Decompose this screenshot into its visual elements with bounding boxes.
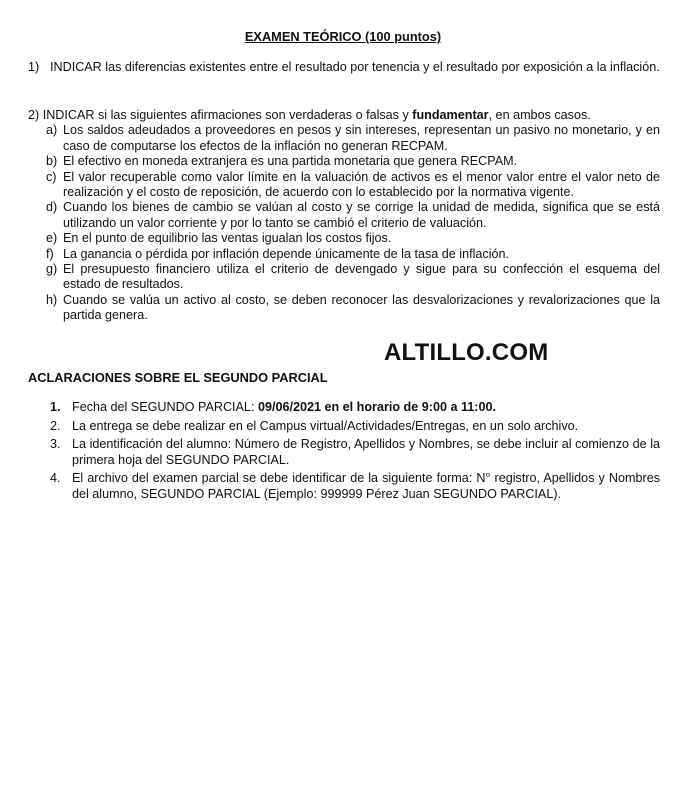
notes-list: [28, 400, 660, 505]
statement-text: La ganancia o pérdida por inflación depende únicamente de la tasa de inflación.: [63, 246, 510, 261]
note-item-date: [28, 400, 660, 416]
question-2-intro: [28, 108, 660, 123]
note-text: Fecha del SEGUNDO PARCIAL:: [72, 400, 258, 414]
note-item-filename: [28, 471, 660, 502]
statement-item: [28, 170, 660, 201]
statement-text: Cuando los bienes de cambio se valúan al costo y se corrige la unidad de medida, significa que se está utilizando un valor corriente y por lo tanto se cambió el criterio de valuación.: [63, 200, 660, 230]
statement-label: b): [46, 154, 58, 169]
question-2: [28, 108, 660, 324]
notes-heading: ACLARACIONES SOBRE EL SEGUNDO PARCIAL: [28, 370, 328, 385]
note-number: 3.: [50, 437, 61, 451]
note-number: 2.: [50, 418, 61, 433]
statement-item: [28, 293, 660, 324]
exam-title: EXAMEN TEÓRICO (100 puntos): [244, 29, 442, 44]
statement-text: El efectivo en moneda extranjera es una partida monetaria que genera RECPAM.: [63, 154, 518, 169]
note-text: La identificación del alumno: Número de Registro, Apellidos y Nombres, se debe incluir al comienzo de la primera hoja del SEGUNDO PARCIAL.: [72, 437, 660, 467]
question-2-intro-emphasis: fundamentar: [412, 108, 489, 122]
question-2-intro-start: 2) INDICAR si las siguientes afirmaciones son verdaderas o falsas y: [28, 108, 413, 122]
statement-label: f): [46, 246, 54, 261]
question-1-number: 1): [28, 60, 40, 74]
statement-list: [28, 123, 660, 323]
statement-item: [28, 262, 660, 293]
statement-text: El valor recuperable como valor límite en la valuación de activos es el menor valor entre el valor neto de realización y el costo de reposición, de acuerdo con lo establecido por la normativa vigente.: [63, 169, 660, 200]
note-item-delivery: [28, 419, 660, 435]
note-text: La entrega se debe realizar en el Campus virtual/Actividades/Entregas, en un solo archivo.: [72, 418, 579, 433]
statement-text: Los saldos adeudados a proveedores en pesos y sin intereses, representan un pasivo no monetario, y en caso de computarse los efectos de la inflación no generan RECPAM.: [63, 123, 660, 153]
note-item-identification: [28, 437, 660, 468]
watermark-logo: ALTILLO.COM: [384, 339, 549, 366]
question-1-text: INDICAR las diferencias existentes entre el resultado por tenencia y el resultado por exposición a la inflación.: [50, 60, 660, 74]
note-number: 4.: [50, 471, 61, 485]
question-1: [28, 60, 660, 76]
statement-label: a): [46, 123, 58, 138]
statement-text: El presupuesto financiero utiliza el criterio de devengado y sigue para su confección el esquema del estado de resultados.: [63, 262, 660, 292]
statement-label: c): [46, 169, 57, 184]
statement-item: [28, 154, 660, 169]
question-2-intro-end: , en ambos casos.: [488, 108, 591, 122]
note-text: El archivo del examen parcial se debe identificar de la siguiente forma: N° registro, Apellidos y Nombres del alumno, SEGUNDO PARCIAL (Ejemplo: 999999 Pérez Juan SEGUNDO PARCIAL).: [72, 471, 660, 501]
statement-item: [28, 247, 660, 262]
statement-label: d): [46, 200, 58, 215]
statement-item: [28, 231, 660, 246]
statement-item: [28, 200, 660, 231]
statement-text: Cuando se valúa un activo al costo, se deben reconocer las desvalorizaciones y revalorizaciones que la partida genera.: [63, 292, 660, 323]
statement-item: [28, 123, 660, 154]
statement-label: g): [46, 262, 58, 277]
note-date-emphasis: 09/06/2021 en el horario de 9:00 a 11:00.: [257, 400, 496, 414]
statement-label: h): [46, 292, 58, 307]
statement-label: e): [46, 231, 58, 246]
note-number: 1.: [50, 400, 61, 414]
statement-text: En el punto de equilibrio las ventas igualan los costos fijos.: [63, 231, 392, 246]
